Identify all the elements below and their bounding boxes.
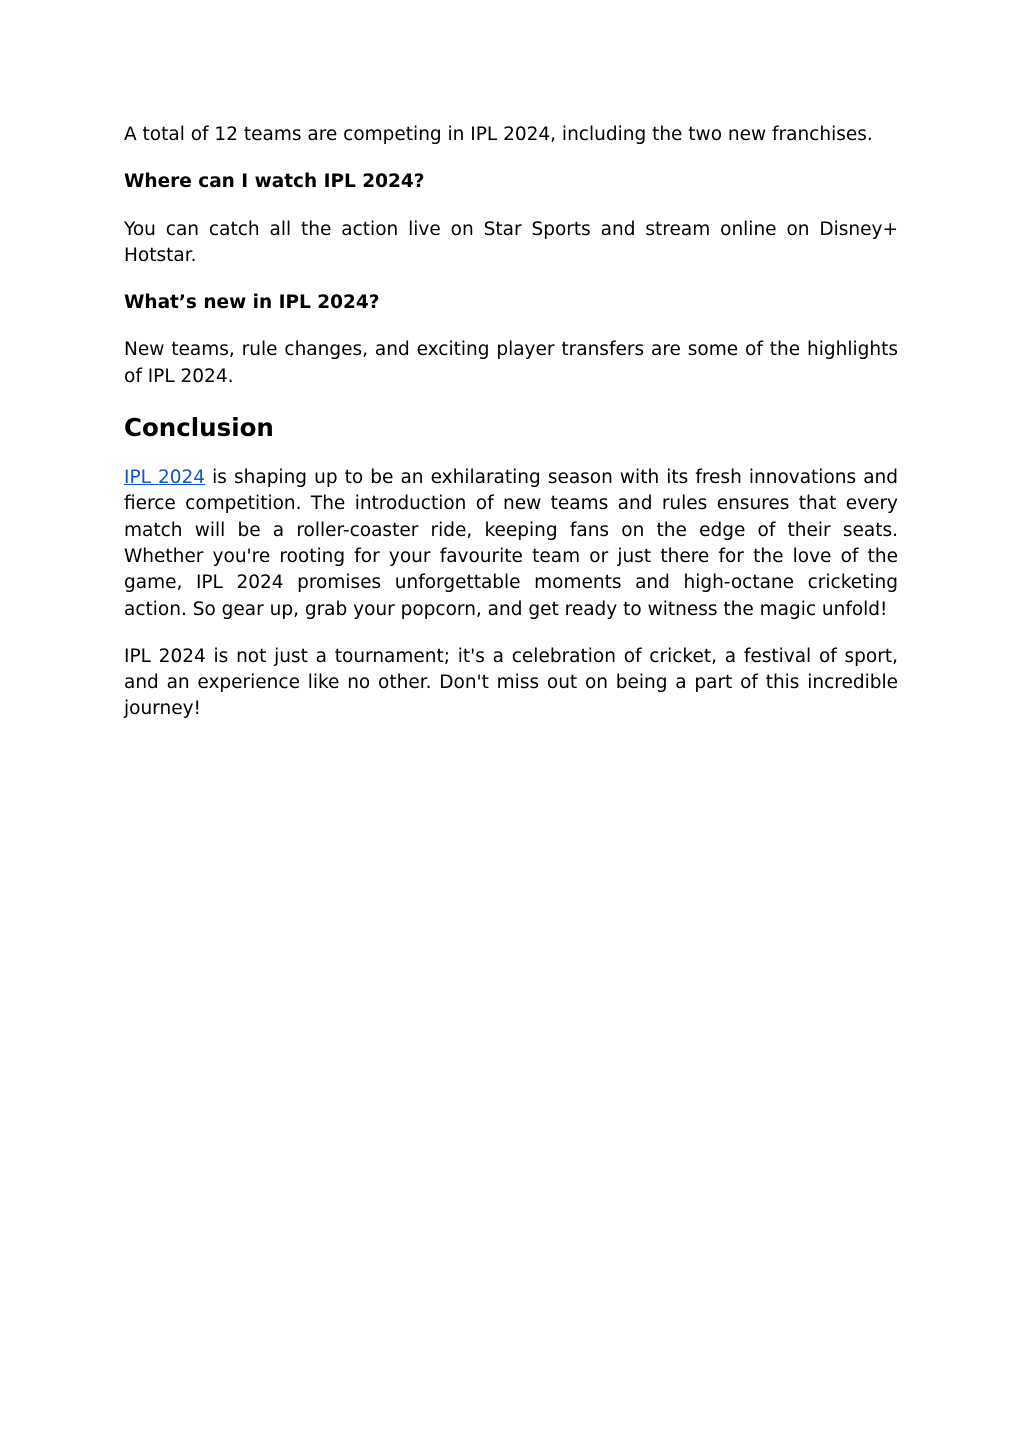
conclusion-paragraph-1-text: is shaping up to be an exhilarating season with its fresh innovations and fierce competition. The introduction of new teams and rules ensures that every match will be a roller-coaster ride, keeping fans on the edge of their seats. Whether you're rooting for your favourite team or just there for the love of the game, IPL 2024 promises unforgettable moments and high-octane cricketing action. So gear up, grab your popcorn, and get ready to witness the magic unfold! (124, 467, 898, 620)
faq-answer-where-to-watch: You can catch all the action live on Star Sports and stream online on Disney+ Hotstar. (124, 218, 898, 266)
ipl-2024-link[interactable]: IPL 2024 (124, 467, 206, 489)
faq-answer-whats-new: New teams, rule changes, and exciting player transfers are some of the highlights of IPL 2024. (124, 339, 898, 387)
conclusion-paragraph-2: IPL 2024 is not just a tournament; it's a celebration of cricket, a festival of sport, and an experience like no other. Don't miss out on being a part of this incredible journey! (124, 645, 898, 720)
intro-paragraph: A total of 12 teams are competing in IPL 2024, including the two new franchises. (124, 124, 873, 145)
conclusion-heading: Conclusion (124, 413, 274, 443)
faq-question-whats-new: What’s new in IPL 2024? (124, 292, 380, 314)
document-page (124, 122, 898, 723)
faq-question-where-to-watch: Where can I watch IPL 2024? (124, 171, 425, 193)
conclusion-paragraph-1 (124, 465, 898, 623)
